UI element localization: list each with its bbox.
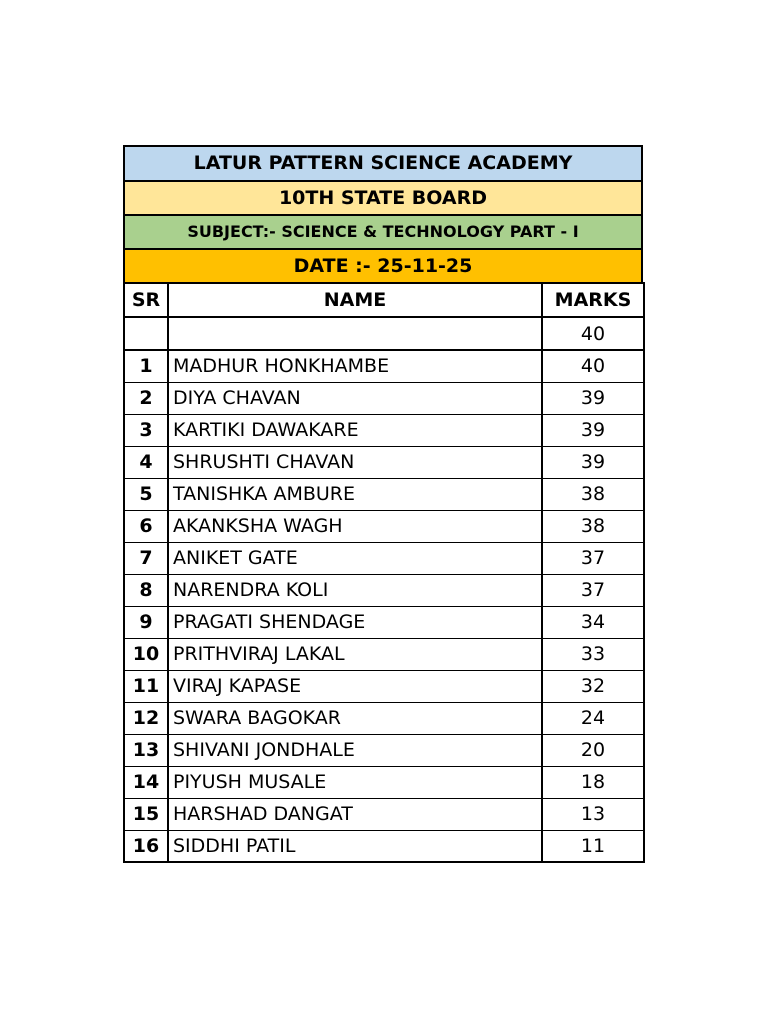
student-name-cell: SHIVANI JONDHALE (168, 734, 542, 766)
marks-cell: 13 (542, 798, 644, 830)
sr-cell: 13 (124, 734, 168, 766)
table-row (124, 766, 644, 798)
sr-cell: 15 (124, 798, 168, 830)
student-name-cell: SIDDHI PATIL (168, 830, 542, 862)
student-name-cell: NARENDRA KOLI (168, 574, 542, 606)
marks-cell: 20 (542, 734, 644, 766)
student-name-cell: SHRUSHTI CHAVAN (168, 446, 542, 478)
table-row (124, 542, 644, 574)
marks-cell: 38 (542, 478, 644, 510)
table-row (124, 830, 644, 862)
table-row (124, 670, 644, 702)
exam-date: DATE :- 25-11-25 (123, 248, 643, 282)
sr-cell: 6 (124, 510, 168, 542)
table-row (124, 414, 644, 446)
table-row (124, 702, 644, 734)
sr-cell: 16 (124, 830, 168, 862)
marks-cell: 33 (542, 638, 644, 670)
marks-cell: 39 (542, 382, 644, 414)
column-header-name: NAME (168, 283, 542, 317)
max-marks-row (124, 317, 644, 350)
student-name-cell: VIRAJ KAPASE (168, 670, 542, 702)
sr-cell: 10 (124, 638, 168, 670)
max-marks-name-cell (168, 317, 542, 350)
board-title: 10TH STATE BOARD (123, 180, 643, 214)
marks-cell: 34 (542, 606, 644, 638)
sr-cell: 9 (124, 606, 168, 638)
sr-cell: 11 (124, 670, 168, 702)
student-name-cell: PRITHVIRAJ LAKAL (168, 638, 542, 670)
sr-cell: 2 (124, 382, 168, 414)
marks-cell: 39 (542, 446, 644, 478)
table-row (124, 734, 644, 766)
marks-cell: 32 (542, 670, 644, 702)
academy-title: LATUR PATTERN SCIENCE ACADEMY (123, 145, 643, 180)
max-marks-sr-cell (124, 317, 168, 350)
sr-cell: 3 (124, 414, 168, 446)
sr-cell: 7 (124, 542, 168, 574)
table-row (124, 606, 644, 638)
table-row (124, 798, 644, 830)
table-row (124, 574, 644, 606)
sr-cell: 4 (124, 446, 168, 478)
student-name-cell: HARSHAD DANGAT (168, 798, 542, 830)
marks-cell: 37 (542, 574, 644, 606)
table-row (124, 382, 644, 414)
sr-cell: 8 (124, 574, 168, 606)
max-marks-value: 40 (542, 317, 644, 350)
sr-cell: 5 (124, 478, 168, 510)
table-header-row (124, 283, 644, 317)
marks-cell: 24 (542, 702, 644, 734)
result-sheet (123, 145, 643, 863)
column-header-marks: MARKS (542, 283, 644, 317)
student-name-cell: DIYA CHAVAN (168, 382, 542, 414)
student-name-cell: PRAGATI SHENDAGE (168, 606, 542, 638)
table-row (124, 510, 644, 542)
sr-cell: 1 (124, 350, 168, 382)
student-name-cell: MADHUR HONKHAMBE (168, 350, 542, 382)
student-name-cell: ANIKET GATE (168, 542, 542, 574)
student-name-cell: KARTIKI DAWAKARE (168, 414, 542, 446)
table-row (124, 478, 644, 510)
marks-table (123, 282, 645, 863)
student-name-cell: SWARA BAGOKAR (168, 702, 542, 734)
marks-cell: 39 (542, 414, 644, 446)
column-header-sr: SR (124, 283, 168, 317)
table-row (124, 638, 644, 670)
marks-cell: 37 (542, 542, 644, 574)
marks-cell: 18 (542, 766, 644, 798)
student-name-cell: AKANKSHA WAGH (168, 510, 542, 542)
sr-cell: 12 (124, 702, 168, 734)
marks-cell: 38 (542, 510, 644, 542)
subject-title: SUBJECT:- SCIENCE & TECHNOLOGY PART - I (123, 214, 643, 248)
marks-cell: 11 (542, 830, 644, 862)
table-row (124, 350, 644, 382)
student-name-cell: TANISHKA AMBURE (168, 478, 542, 510)
table-row (124, 446, 644, 478)
marks-cell: 40 (542, 350, 644, 382)
sr-cell: 14 (124, 766, 168, 798)
student-name-cell: PIYUSH MUSALE (168, 766, 542, 798)
